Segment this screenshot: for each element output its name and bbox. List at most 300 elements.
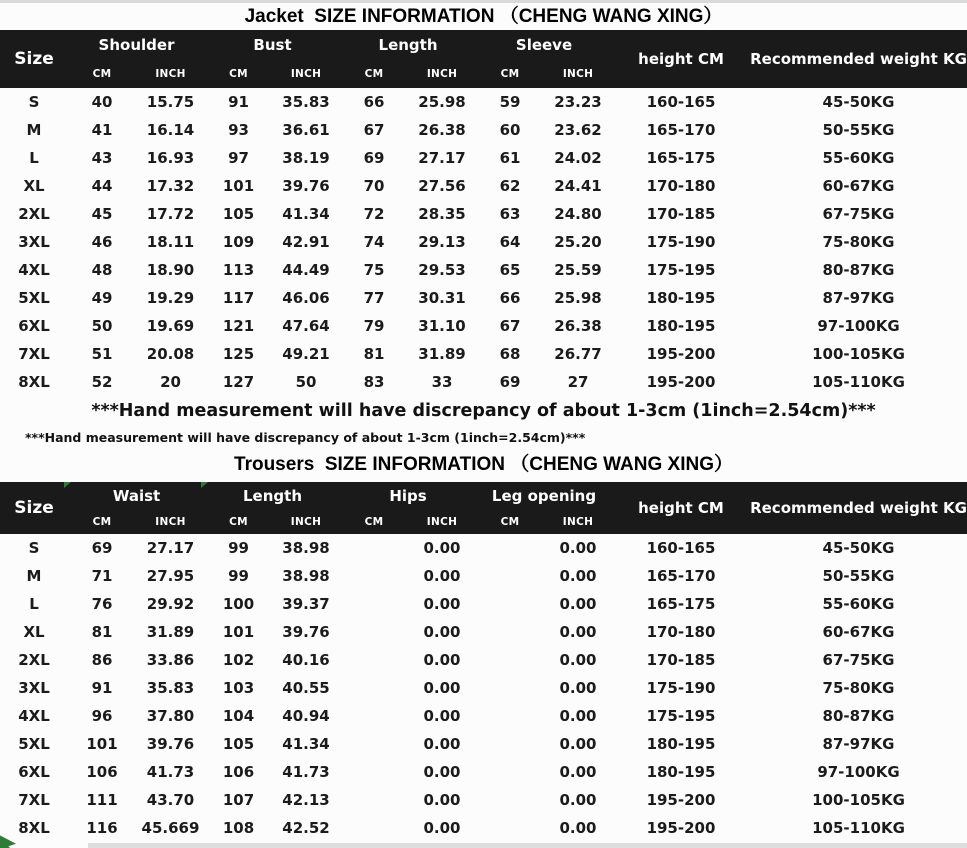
unit-cm: CM [92, 515, 112, 528]
table-cell: 175-195 [646, 707, 716, 725]
table-cell: 0.00 [423, 595, 461, 613]
table-cell: 0.00 [423, 707, 461, 725]
col-header-size: Size [14, 49, 54, 69]
table-cell: 3XL [18, 679, 50, 697]
table-cell: 0.00 [423, 819, 461, 837]
table-cell: 46 [91, 233, 113, 251]
table-cell: 45.669 [141, 819, 200, 837]
col-header-height: height CM [638, 50, 724, 68]
col-header-weight: Recommended weight KG [750, 50, 967, 68]
table-cell: 24.41 [554, 177, 602, 195]
table-cell: 5XL [18, 289, 50, 307]
table-cell: 0.00 [559, 819, 597, 837]
table-cell: 19.69 [146, 317, 195, 335]
unit-inch: INCH [155, 68, 186, 80]
table-cell: 108 [222, 819, 255, 837]
table-cell: 104 [222, 707, 255, 725]
col-group-sleeve: Sleeve [515, 36, 573, 54]
table-cell: 0.00 [423, 763, 461, 781]
table-cell: 117 [222, 289, 255, 307]
table-cell: 100-105KG [812, 345, 905, 363]
table-row [0, 368, 967, 396]
table-cell: 40.55 [282, 679, 330, 697]
unit-cm: CM [500, 515, 520, 528]
table-cell: 38.98 [282, 539, 330, 557]
table-cell: 25.98 [418, 93, 466, 111]
table-cell: 0.00 [559, 651, 597, 669]
table-cell: 180-195 [646, 289, 716, 307]
table-row [0, 172, 967, 200]
table-cell: L [29, 595, 39, 613]
table-cell: 67-75KG [822, 651, 895, 669]
table-cell: 116 [86, 819, 118, 837]
table-cell: 74 [363, 233, 385, 251]
table-cell: 39.76 [146, 735, 195, 753]
table-cell: 67 [363, 121, 385, 139]
table-row [0, 312, 967, 340]
table-cell: 175-195 [646, 261, 716, 279]
table-cell: 27.56 [418, 177, 466, 195]
table-cell: 43 [91, 149, 113, 167]
table-cell: 49 [91, 289, 113, 307]
table-cell: 61 [499, 149, 521, 167]
table-cell: 180-195 [646, 735, 716, 753]
table-cell: 40.16 [282, 651, 330, 669]
table-cell: 165-175 [646, 595, 716, 613]
table-cell: 41 [91, 121, 113, 139]
table-cell: 27 [567, 373, 589, 391]
col-group-shoulder: Shoulder [98, 36, 175, 54]
table-cell: 64 [499, 233, 521, 251]
unit-inch: INCH [155, 515, 186, 528]
table-cell [476, 590, 544, 618]
table-cell: 43.70 [146, 791, 195, 809]
table-cell: 26.38 [554, 317, 602, 335]
table-row [0, 562, 967, 590]
table-row [0, 256, 967, 284]
table-cell: 97-100KG [817, 317, 900, 335]
table-cell: 3XL [18, 233, 50, 251]
table-cell [476, 730, 544, 758]
table-cell: 69 [499, 373, 521, 391]
table-cell [340, 562, 408, 590]
table-row [0, 814, 967, 842]
table-cell: 25.20 [554, 233, 602, 251]
table-cell: 0.00 [559, 595, 597, 613]
table-cell: 18.90 [146, 261, 195, 279]
table-cell: 29.13 [418, 233, 466, 251]
unit-cm: CM [500, 68, 520, 80]
table-cell [476, 562, 544, 590]
table-row [0, 646, 967, 674]
table-cell: 0.00 [559, 707, 597, 725]
table-cell [476, 534, 544, 562]
table-cell: 26.38 [418, 121, 466, 139]
table-cell: L [29, 149, 39, 167]
table-cell: 165-170 [646, 121, 716, 139]
table-cell: 76 [91, 595, 113, 613]
table-cell: 105-110KG [812, 819, 905, 837]
table-cell: 26.77 [554, 345, 602, 363]
table-cell: 96 [91, 707, 113, 725]
table-cell: 50-55KG [822, 121, 895, 139]
table-cell [476, 702, 544, 730]
table-cell: 121 [222, 317, 255, 335]
table-cell: 45 [91, 205, 113, 223]
table-cell: 67-75KG [822, 205, 895, 223]
table-cell: 17.32 [146, 177, 195, 195]
table-cell: 125 [222, 345, 255, 363]
table-cell: 87-97KG [822, 735, 895, 753]
table-cell: 160-165 [646, 93, 716, 111]
table-cell [340, 758, 408, 786]
col-group-leg-opening: Leg opening [491, 486, 597, 505]
table-cell: 20.08 [146, 345, 195, 363]
table-row [0, 284, 967, 312]
table-cell: 0.00 [559, 567, 597, 585]
table-cell: 55-60KG [822, 149, 895, 167]
table-cell: 0.00 [559, 763, 597, 781]
table-cell: 195-200 [646, 373, 716, 391]
table-cell: 63 [499, 205, 521, 223]
table-cell: XL [23, 623, 45, 641]
table-cell: M [26, 567, 42, 585]
table-cell: 66 [499, 289, 521, 307]
table-row [0, 730, 967, 758]
table-cell: 0.00 [423, 735, 461, 753]
table-cell: 0.00 [559, 735, 597, 753]
table-cell: 25.59 [554, 261, 602, 279]
table-cell: 15.75 [146, 93, 195, 111]
trousers-table-header [0, 482, 967, 534]
table-cell: 38.98 [282, 567, 330, 585]
measurement-disclaimer-secondary: ***Hand measurement will have discrepancy of about 1-3cm (1inch=2.54cm)*** [25, 430, 586, 445]
table-cell: 80-87KG [822, 261, 895, 279]
table-row [0, 340, 967, 368]
table-row [0, 702, 967, 730]
table-cell: 86 [91, 651, 113, 669]
table-cell: 160-165 [646, 539, 716, 557]
table-cell: 105-110KG [812, 373, 905, 391]
table-cell: XL [23, 177, 45, 195]
table-cell: 180-195 [646, 317, 716, 335]
table-cell: 27.17 [146, 539, 195, 557]
table-cell: 0.00 [423, 679, 461, 697]
table-cell: 67 [499, 317, 521, 335]
unit-inch: INCH [426, 515, 458, 528]
table-cell: 102 [222, 651, 255, 669]
table-cell: 60-67KG [822, 623, 895, 641]
table-row [0, 116, 967, 144]
table-cell: 30.31 [418, 289, 466, 307]
table-cell: 195-200 [646, 819, 716, 837]
table-cell: 42.91 [282, 233, 330, 251]
table-cell: 127 [222, 373, 255, 391]
table-cell: 103 [222, 679, 255, 697]
table-cell: 81 [363, 345, 385, 363]
unit-inch: INCH [426, 68, 458, 80]
table-cell: 41.73 [282, 763, 330, 781]
table-cell: 60-67KG [822, 177, 895, 195]
table-cell: 165-170 [646, 567, 716, 585]
table-cell: 170-180 [646, 177, 716, 195]
jacket-table-body [0, 88, 967, 396]
table-cell: 41.34 [282, 205, 330, 223]
table-cell: 60 [499, 121, 521, 139]
table-cell: 37.80 [146, 707, 195, 725]
table-cell: 31.89 [418, 345, 466, 363]
table-cell: 28.35 [418, 205, 466, 223]
table-cell: 0.00 [559, 679, 597, 697]
table-cell: 101 [222, 177, 255, 195]
trousers-table-title: Trousers SIZE INFORMATION （CHENG WANG XING） [234, 454, 733, 475]
table-cell: 106 [86, 763, 118, 781]
unit-cm: CM [229, 515, 248, 528]
table-cell: 46.06 [282, 289, 330, 307]
table-cell: 91 [228, 93, 249, 111]
table-cell: 0.00 [423, 651, 461, 669]
table-cell: 81 [91, 623, 113, 641]
table-row [0, 228, 967, 256]
table-cell: 195-200 [646, 345, 716, 363]
table-row [0, 200, 967, 228]
table-cell: 100-105KG [812, 791, 905, 809]
table-cell: 0.00 [423, 567, 461, 585]
table-cell: 16.93 [146, 149, 195, 167]
table-cell [340, 534, 408, 562]
table-cell: 80-87KG [822, 707, 895, 725]
jacket-table-header [0, 30, 967, 88]
col-header-height: height CM [638, 499, 724, 517]
trousers-size-table [0, 482, 967, 842]
table-cell: 31.10 [418, 317, 466, 335]
table-cell: 105 [222, 205, 255, 223]
trousers-table-body [0, 534, 967, 842]
table-cell: 109 [222, 233, 255, 251]
unit-inch: INCH [290, 68, 322, 80]
table-cell [340, 786, 408, 814]
table-cell: 71 [91, 567, 113, 585]
table-cell: 35.83 [282, 93, 330, 111]
table-cell: 4XL [18, 261, 50, 279]
table-cell: 75 [363, 261, 385, 279]
table-cell: 35.83 [146, 679, 195, 697]
table-row [0, 534, 967, 562]
table-cell: 100 [222, 595, 255, 613]
table-cell: 49.21 [282, 345, 330, 363]
table-cell: 175-190 [646, 233, 716, 251]
jacket-size-table [0, 30, 967, 396]
table-cell: 39.76 [282, 623, 330, 641]
table-cell: 70 [363, 177, 385, 195]
table-cell [476, 618, 544, 646]
table-cell: 5XL [18, 735, 50, 753]
table-cell: 45-50KG [822, 93, 895, 111]
unit-inch: INCH [562, 515, 594, 528]
unit-inch: INCH [562, 68, 594, 80]
table-cell: 4XL [18, 707, 50, 725]
table-cell [340, 646, 408, 674]
table-cell: 31.89 [146, 623, 195, 641]
table-cell: 6XL [18, 317, 50, 335]
table-cell: 0.00 [559, 539, 597, 557]
table-cell: 44 [91, 177, 113, 195]
table-cell: 99 [228, 539, 249, 557]
table-cell: 19.29 [146, 289, 195, 307]
table-cell: 50 [91, 317, 113, 335]
table-cell: 65 [499, 261, 521, 279]
table-cell: 107 [222, 791, 255, 809]
table-cell: 0.00 [423, 623, 461, 641]
table-cell [340, 618, 408, 646]
table-cell: 99 [228, 567, 249, 585]
table-cell: 38.19 [282, 149, 330, 167]
table-cell [476, 674, 544, 702]
col-group-hips: Hips [389, 486, 427, 505]
table-row [0, 758, 967, 786]
table-cell: 97 [228, 149, 249, 167]
table-cell: 7XL [18, 345, 50, 363]
table-cell [340, 590, 408, 618]
table-cell: 68 [499, 345, 521, 363]
table-cell: 27.95 [146, 567, 195, 585]
table-cell: 25.98 [554, 289, 602, 307]
table-row [0, 88, 967, 116]
table-cell: S [28, 93, 40, 111]
table-cell: 45-50KG [822, 539, 895, 557]
col-group-waist: Waist [112, 486, 161, 505]
table-cell: 44.49 [282, 261, 330, 279]
table-cell: 93 [228, 121, 249, 139]
table-cell: S [28, 539, 40, 557]
table-cell: 170-180 [646, 623, 716, 641]
table-cell: 40 [91, 93, 113, 111]
table-cell: 6XL [18, 763, 50, 781]
table-cell: 170-185 [646, 205, 716, 223]
unit-cm: CM [364, 68, 384, 80]
table-cell: 24.02 [554, 149, 602, 167]
table-cell: 101 [86, 735, 118, 753]
table-cell: 24.80 [554, 205, 602, 223]
table-cell: 23.62 [554, 121, 602, 139]
table-cell: 55-60KG [822, 595, 895, 613]
table-cell: 105 [222, 735, 255, 753]
table-cell: M [26, 121, 42, 139]
table-cell: 75-80KG [822, 679, 895, 697]
table-cell: 41.34 [282, 735, 330, 753]
table-cell: 41.73 [146, 763, 195, 781]
table-cell: 59 [499, 93, 521, 111]
table-cell: 48 [91, 261, 113, 279]
table-cell [340, 730, 408, 758]
table-cell: 33 [431, 373, 453, 391]
table-cell: 2XL [18, 205, 50, 223]
table-row [0, 618, 967, 646]
table-cell: 17.72 [146, 205, 195, 223]
unit-cm: CM [364, 515, 384, 528]
table-cell: 0.00 [559, 623, 597, 641]
table-cell: 51 [91, 345, 113, 363]
table-cell: 180-195 [646, 763, 716, 781]
table-cell: 29.53 [418, 261, 466, 279]
table-cell: 62 [499, 177, 521, 195]
table-cell: 39.37 [282, 595, 330, 613]
table-cell: 170-185 [646, 651, 716, 669]
table-cell: 87-97KG [822, 289, 895, 307]
unit-cm: CM [229, 68, 248, 80]
col-group-bust: Bust [253, 36, 292, 54]
table-cell: 66 [363, 93, 385, 111]
table-cell: 101 [222, 623, 255, 641]
table-cell: 106 [222, 763, 255, 781]
col-group-length: Length [378, 36, 438, 54]
table-cell: 111 [86, 791, 118, 809]
table-cell: 79 [363, 317, 385, 335]
table-cell: 175-190 [646, 679, 716, 697]
table-row [0, 144, 967, 172]
table-cell: 165-175 [646, 149, 716, 167]
table-cell: 77 [363, 289, 385, 307]
table-cell: 195-200 [646, 791, 716, 809]
table-cell: 42.52 [282, 819, 330, 837]
table-cell [476, 758, 544, 786]
table-row [0, 674, 967, 702]
table-cell: 39.76 [282, 177, 330, 195]
bottom-divider [88, 843, 967, 848]
table-cell: 113 [222, 261, 255, 279]
jacket-table-title: Jacket SIZE INFORMATION （CHENG WANG XING） [244, 6, 723, 27]
measurement-disclaimer-primary: ***Hand measurement will have discrepancy of about 1-3cm (1inch=2.54cm)*** [91, 401, 876, 421]
table-cell: 23.23 [554, 93, 602, 111]
table-row [0, 786, 967, 814]
table-cell: 27.17 [418, 149, 466, 167]
table-row [0, 590, 967, 618]
table-cell: 8XL [18, 819, 50, 837]
table-cell: 69 [91, 539, 113, 557]
table-cell: 7XL [18, 791, 50, 809]
table-cell: 97-100KG [817, 763, 900, 781]
table-cell: 33.86 [146, 651, 195, 669]
table-cell: 18.11 [146, 233, 195, 251]
table-cell: 40.94 [282, 707, 330, 725]
table-cell: 16.14 [146, 121, 195, 139]
table-cell: 29.92 [146, 595, 195, 613]
table-cell [476, 786, 544, 814]
table-cell: 72 [363, 205, 385, 223]
table-cell: 50 [295, 373, 317, 391]
table-cell: 69 [363, 149, 385, 167]
table-cell: 20 [160, 373, 181, 391]
col-group-length: Length [243, 486, 302, 505]
table-cell [476, 646, 544, 674]
table-cell: 8XL [18, 373, 50, 391]
table-cell: 52 [91, 373, 113, 391]
table-cell: 2XL [18, 651, 50, 669]
table-cell: 0.00 [559, 791, 597, 809]
table-cell: 36.61 [282, 121, 330, 139]
table-cell: 50-55KG [822, 567, 895, 585]
col-header-weight: Recommended weight KG [750, 499, 967, 517]
table-cell [476, 814, 544, 842]
table-cell [340, 814, 408, 842]
table-cell: 91 [91, 679, 113, 697]
table-cell: 47.64 [282, 317, 330, 335]
table-cell: 75-80KG [822, 233, 895, 251]
table-cell [340, 702, 408, 730]
table-cell: 42.13 [282, 791, 330, 809]
table-cell [340, 674, 408, 702]
table-cell: 83 [363, 373, 385, 391]
